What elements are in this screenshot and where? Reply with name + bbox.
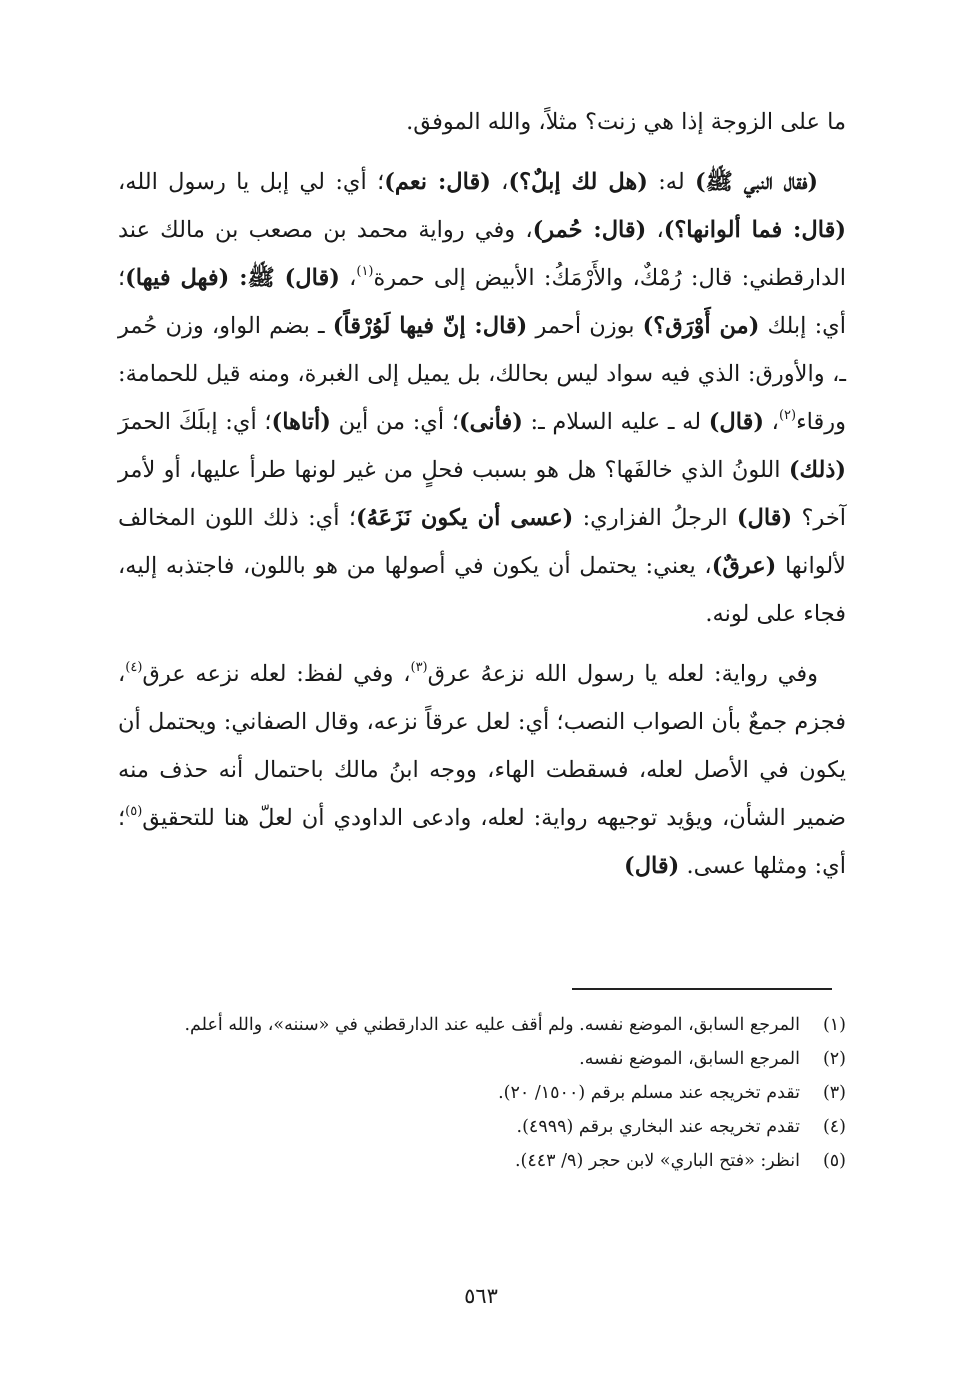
text-run: ، يعني: يحتمل أن يكون في أصولها من هو باللون، فاجتذبه إليه، فجاء على لونه. — [118, 553, 846, 627]
footnote-text: المرجع السابق، الموضع نفسه. ولم أقف عليه عند الدارقطني في «سننه»، والله أعلم. — [184, 1015, 800, 1035]
text-run: ، فجزم جمعٌ بأن الصواب النصب؛ أي: لعل عرقاً نزعه، وقال الصفاني: ويحتمل أن يكون في الأصل لعله، فسقطت الهاء، ووجه ابنُ مالك باحتمال أنه حذف منه ضمير الشأن، ويؤيد توجيهه رواية: لعله، وادعى الداودي أن لعلّ هنا للتحقيق — [118, 661, 846, 831]
footnote-4 — [118, 1112, 846, 1142]
text-run: له ـ عليه السلام ـ: — [522, 409, 709, 435]
footnote-ref-1[interactable]: (١) — [356, 264, 374, 279]
text-run: ؛ أي: من أين — [330, 409, 459, 435]
footnote-text: المرجع السابق، الموضع نفسه. — [579, 1049, 800, 1069]
text-run: ـ بضم الواو، وزن حُمر ـ، والأورق: الذي فيه سواد ليس بحالك، بل يميل إلى الغبرة، ومنه قيل للحمامة: ورقاء — [118, 313, 847, 435]
bold-run: (قال) ﷺ: (فهل فيها) — [125, 265, 340, 291]
footnote-ref-3[interactable]: (٣) — [410, 660, 428, 675]
text-run: ، — [490, 169, 509, 195]
bold-run: (قال) — [708, 409, 765, 435]
text-run: ، وفي رواية محمد بن مصعب بن مالك عند الدارقطني: قال: رُمْكٌ، والأَرْمَكُ: الأبيض إلى حمرة — [118, 217, 847, 291]
bold-run: (فقال النبي ﷺ) — [695, 169, 818, 195]
paragraph-3 — [118, 650, 846, 890]
footnote-5 — [118, 1146, 846, 1176]
bold-run: (قال) — [624, 853, 680, 879]
bold-run: (من أَوْرَق؟) — [642, 313, 760, 339]
page-number: ٥٦٣ — [464, 1284, 498, 1308]
text-run: له: — [647, 169, 695, 195]
footnote-number: (٢) — [822, 1049, 846, 1069]
text-run: الرجلُ الفزاري: — [573, 505, 737, 531]
footnote-text: انظر: «فتح الباري» لابن حجر (٩/ ٤٤٣). — [514, 1151, 800, 1171]
footnote-text: تقدم تخريجه عند مسلم برقم (١٥٠٠/ ٢٠). — [498, 1083, 800, 1103]
paragraph-2 — [118, 158, 846, 638]
text-run: وفي رواية: لعله يا رسول الله نزعهُ عرق — [427, 661, 818, 687]
text-run: ؛ أي: ذلك اللون المخالف لألوانها — [118, 505, 847, 579]
bold-run: (قال) — [736, 505, 793, 531]
bold-run: (قال: إنّ فيها لَوُرْقاً) — [332, 313, 528, 339]
text-run: ؛ أي: ومثلها عسى. — [118, 805, 846, 879]
footnote-ref-5[interactable]: (٥) — [125, 804, 143, 819]
text-run: ، — [339, 265, 357, 291]
bold-run: (هل لك إبلٌ؟) — [508, 169, 648, 195]
footnote-divider — [572, 988, 832, 990]
text-run: ما على الزوجة إذا هي زنت؟ مثلاً، والله الموفق. — [406, 109, 846, 135]
text-run: ، وفي لفظ: لعله نزعه عرق — [142, 661, 411, 687]
paragraph-1 — [118, 98, 846, 146]
text-run: ، — [646, 217, 664, 243]
text-run: بوزن أحمر — [527, 313, 643, 339]
footnote-2 — [118, 1044, 846, 1074]
text-run: ، — [764, 409, 779, 435]
footnote-3 — [118, 1078, 846, 1108]
bold-run: (قال: نعم) — [384, 169, 491, 195]
text-run: ؛ أي: إبلك — [118, 265, 847, 339]
text-run: ؛ أي: لي إبل يا رسول الله، — [118, 169, 385, 195]
bold-run: (أتاها) — [271, 409, 331, 435]
bold-run: (قال: حُمر) — [532, 217, 647, 243]
bold-run: (عسى أن يكون نَزَعَهُ) — [356, 505, 574, 531]
footnotes — [118, 1010, 846, 1180]
footnote-number: (١) — [822, 1015, 846, 1035]
bold-run: (عرقٌ) — [711, 553, 777, 579]
text-run: اللونُ الذي خالفَها؟ هل هو بسبب فحلٍ من غير لونها طرأ عليها، أو لأمر آخر؟ — [118, 457, 846, 531]
main-text — [118, 98, 846, 890]
text-run: ؛ أي: إبلَكَ الحمرَ — [118, 409, 272, 435]
footnote-ref-2[interactable]: (٢) — [778, 408, 797, 423]
bold-run: (فأنى) — [458, 409, 523, 435]
footnote-number: (٤) — [822, 1117, 846, 1137]
footnote-ref-4[interactable]: (٤) — [125, 660, 143, 675]
footnote-number: (٣) — [822, 1083, 846, 1103]
footnote-1 — [118, 1010, 846, 1040]
footnote-text: تقدم تخريجه عند البخاري برقم (٤٩٩٩). — [516, 1117, 800, 1137]
bold-run: (قال: فما ألوانها؟) — [663, 217, 846, 243]
footnote-number: (٥) — [822, 1151, 846, 1171]
bold-run: (ذلك) — [788, 457, 846, 483]
